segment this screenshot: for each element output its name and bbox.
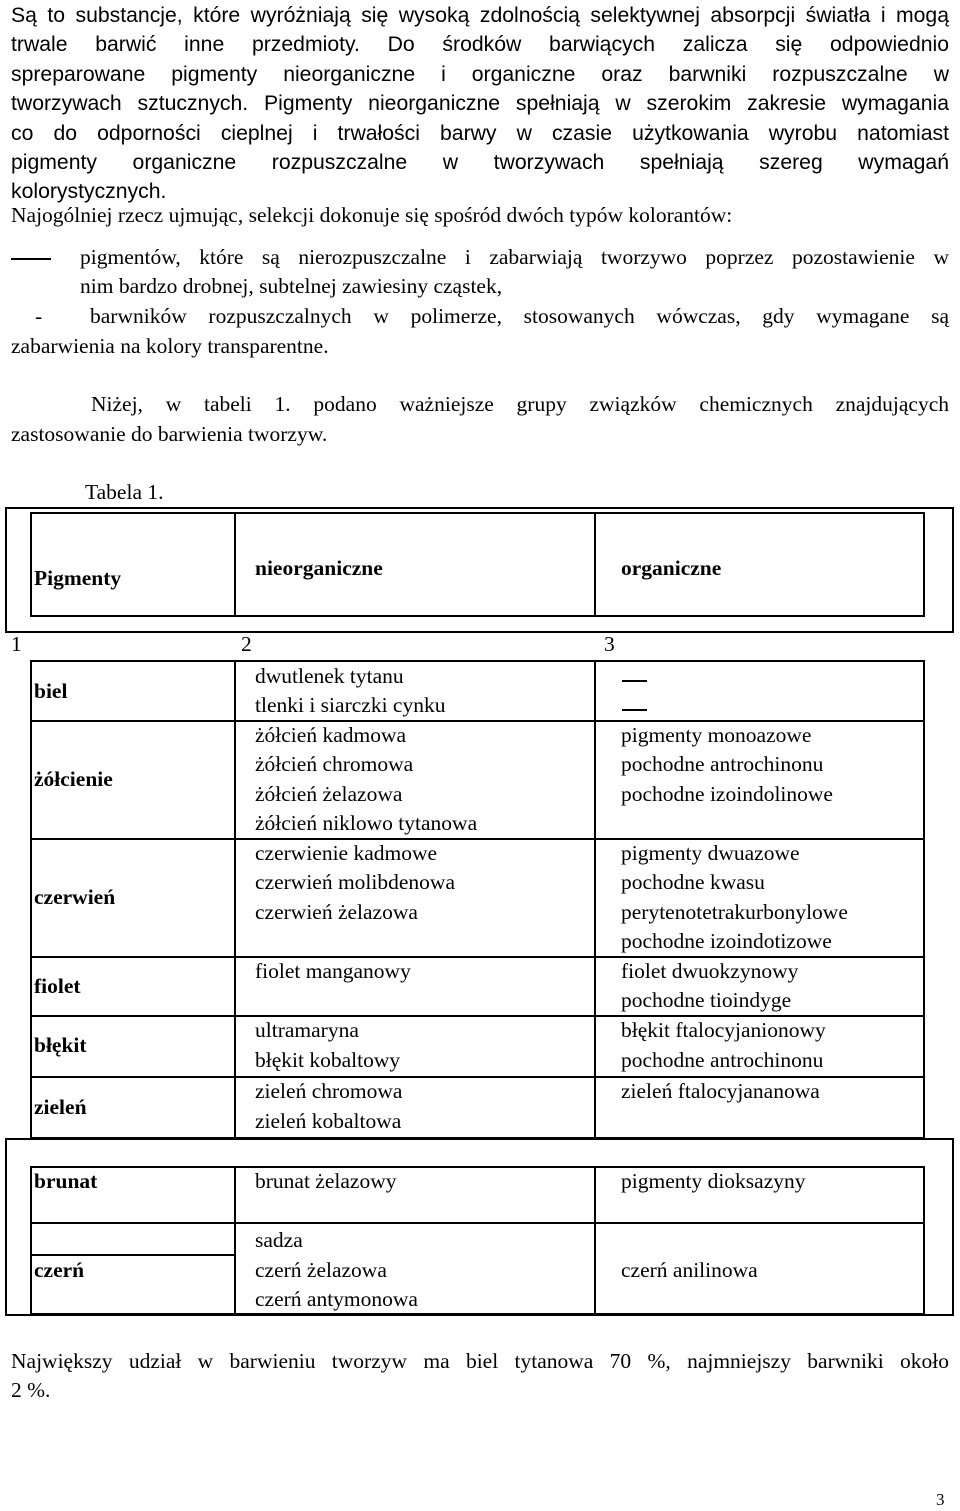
empty-dash	[622, 709, 647, 711]
page-number: 3	[936, 1490, 945, 1509]
organic-item: pigmenty monoazowe	[621, 723, 812, 747]
footer-line: Największy udział w barwieniu tworzyw ma biel tytanowa 70 %, najmniejszy barwniki około	[11, 1349, 949, 1373]
inorganic-item: błękit kobaltowy	[255, 1048, 401, 1072]
intro-line: co do odporności cieplnej i trwałości barwy w czasie użytkowania wyrobu natomiast	[11, 121, 949, 145]
column-number: 1	[11, 632, 22, 656]
row-label-biel: biel	[34, 679, 68, 703]
column-number: 3	[604, 632, 615, 656]
inorganic-item: zieleń kobaltowa	[255, 1109, 402, 1133]
organic-item: pochodne izoindotizowe	[621, 929, 832, 953]
intro-line: kolorystycznych.	[11, 180, 167, 204]
organic-item: pigmenty dwuazowe	[621, 841, 800, 865]
inorganic-item: czerń żelazowa	[255, 1258, 387, 1282]
organic-item: pigmenty dioksazyny	[621, 1169, 806, 1193]
row-label-zolcienie: żółcienie	[34, 767, 113, 791]
list-item-line: nim bardzo drobnej, subtelnej zawiesiny cząstek,	[80, 274, 503, 299]
organic-item: perytenotetrakurbonylowe	[621, 900, 848, 924]
organic-item: zieleń ftalocyjananowa	[621, 1079, 820, 1103]
organic-item: czerń anilinowa	[621, 1258, 758, 1282]
list-item-line: barwników rozpuszczalnych w polimerze, stosowanych wówczas, gdy wymagane są	[90, 304, 949, 328]
intro-line: trwale barwić inne przedmioty. Do środków barwiących zalicza się odpowiednio	[11, 33, 949, 57]
organic-item: błękit ftalocyjanionowy	[621, 1018, 826, 1042]
organic-item: pochodne antrochinonu	[621, 1048, 824, 1072]
inorganic-item: żółcień chromowa	[255, 752, 414, 776]
inorganic-item: żółcień niklowo tytanowa	[255, 811, 478, 835]
inorganic-item: sadza	[255, 1228, 303, 1252]
row-label-blekit: błękit	[34, 1033, 87, 1057]
inorganic-item: tlenki i siarczki cynku	[255, 693, 446, 717]
inorganic-item: zieleń chromowa	[255, 1079, 403, 1103]
table-caption: Tabela 1.	[85, 480, 164, 504]
organic-item: pochodne tioindyge	[621, 988, 792, 1012]
organic-item: pochodne kwasu	[621, 870, 765, 894]
below-paragraph	[91, 390, 949, 419]
inorganic-item: żółcień żelazowa	[255, 782, 403, 806]
footer-paragraph	[11, 1347, 949, 1406]
organic-item: pochodne antrochinonu	[621, 752, 824, 776]
intro-line: spreparowane pigmenty nieorganiczne i organiczne oraz barwniki rozpuszczalne w	[11, 62, 949, 86]
below-line: Niżej, w tabeli 1. podano ważniejsze grupy związków chemicznych znajdujących	[91, 392, 949, 416]
intro-line: tworzywach sztucznych. Pigmenty nieorganiczne spełniają w szerokim zakresie wymagania	[11, 92, 949, 116]
inorganic-item: dwutlenek tytanu	[255, 664, 404, 688]
list-item-line: zabarwienia na kolory transparentne.	[11, 334, 329, 358]
header-pigmenty: Pigmenty	[34, 566, 122, 590]
inorganic-item: ultramaryna	[255, 1018, 359, 1042]
intro-line: Są to substancje, które wyróżniają się wysoką zdolnością selektywnej absorpcji światła i mogą	[11, 4, 949, 27]
row-label-czern: czerń	[34, 1258, 85, 1282]
list-bullet: -	[35, 304, 43, 328]
inorganic-item: czerń antymonowa	[255, 1287, 418, 1311]
inorganic-item: czerwienie kadmowe	[255, 841, 438, 865]
column-number: 2	[241, 632, 252, 656]
selection-intro: Najogólniej rzecz ujmując, selekcji dokonuje się spośród dwóch typów kolorantów:	[11, 203, 733, 227]
inorganic-item: czerwień molibdenowa	[255, 870, 455, 894]
row-label-fiolet: fiolet	[34, 974, 81, 998]
intro-line: pigmenty organiczne rozpuszczalne w tworzywach spełniają szereg wymagań	[11, 150, 949, 174]
header-nieorganiczne: nieorganiczne	[255, 556, 383, 580]
list-item-line: pigmentów, które są nierozpuszczalne i zabarwiają tworzywo poprzez pozostawienie w	[80, 245, 949, 269]
organic-item: pochodne izoindolinowe	[621, 782, 833, 806]
inorganic-item: czerwień żelazowa	[255, 900, 418, 924]
header-organiczne: organiczne	[621, 556, 722, 580]
inorganic-item: żółcień kadmowa	[255, 723, 407, 747]
dash-bullet	[11, 258, 51, 260]
intro-paragraph	[11, 1, 949, 207]
inorganic-item: fiolet manganowy	[255, 959, 411, 983]
row-label-brunat: brunat	[34, 1169, 98, 1193]
list-item-2	[90, 302, 949, 331]
footer-line: 2 %.	[11, 1378, 51, 1403]
organic-item: fiolet dwuokzynowy	[621, 959, 799, 983]
inorganic-item: brunat żelazowy	[255, 1169, 397, 1193]
row-label-czerwien: czerwień	[34, 885, 116, 909]
row-label-zielen: zieleń	[34, 1095, 87, 1119]
below-line: zastosowanie do barwienia tworzyw.	[11, 422, 328, 446]
list-item-1	[80, 243, 949, 302]
empty-dash	[622, 680, 647, 682]
